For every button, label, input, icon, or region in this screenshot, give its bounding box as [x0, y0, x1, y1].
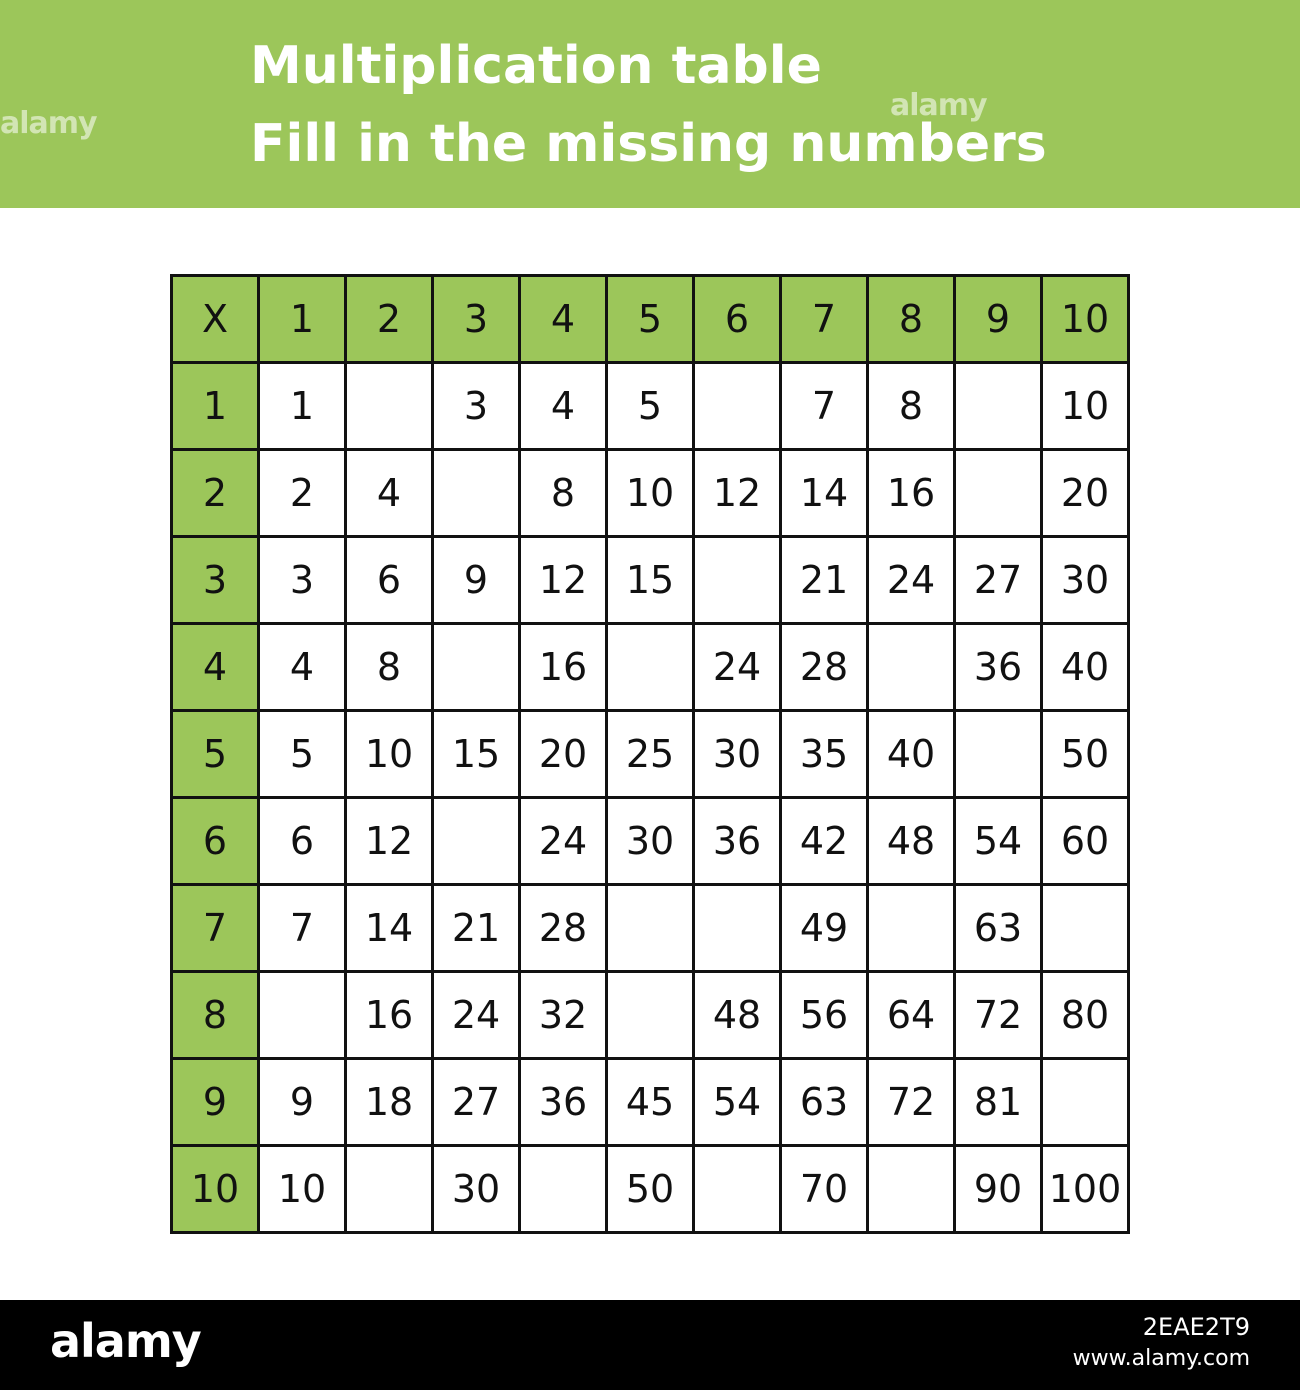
product-cell: 24: [694, 624, 781, 711]
product-cell: 80: [1042, 972, 1129, 1059]
product-cell: 30: [607, 798, 694, 885]
product-cell: 15: [607, 537, 694, 624]
product-cell: 12: [520, 537, 607, 624]
column-header: 6: [694, 276, 781, 363]
product-cell: 54: [955, 798, 1042, 885]
blank-answer-cell: [433, 450, 520, 537]
table-row: [172, 972, 1129, 1059]
product-cell: 72: [868, 1059, 955, 1146]
product-cell: 36: [694, 798, 781, 885]
product-cell: 30: [433, 1146, 520, 1233]
footer-bar: [0, 1300, 1300, 1390]
product-cell: 32: [520, 972, 607, 1059]
table-row: [172, 798, 1129, 885]
blank-answer-cell: [1042, 885, 1129, 972]
product-cell: 40: [868, 711, 955, 798]
product-cell: 3: [259, 537, 346, 624]
product-cell: 49: [781, 885, 868, 972]
blank-answer-cell: [433, 624, 520, 711]
blank-answer-cell: [868, 1146, 955, 1233]
product-cell: 10: [607, 450, 694, 537]
column-header: 7: [781, 276, 868, 363]
product-cell: 40: [1042, 624, 1129, 711]
footer-meta: [1073, 1310, 1250, 1374]
product-cell: 28: [520, 885, 607, 972]
product-cell: 16: [520, 624, 607, 711]
product-cell: 24: [433, 972, 520, 1059]
product-cell: 16: [868, 450, 955, 537]
title-line-2: Fill in the missing numbers: [250, 114, 1047, 174]
product-cell: 1: [259, 363, 346, 450]
row-header: 10: [172, 1146, 259, 1233]
column-header: 1: [259, 276, 346, 363]
product-cell: 15: [433, 711, 520, 798]
blank-answer-cell: [1042, 1059, 1129, 1146]
header-band: [0, 0, 1300, 208]
column-header: 2: [346, 276, 433, 363]
row-header: 3: [172, 537, 259, 624]
blank-answer-cell: [694, 537, 781, 624]
product-cell: 60: [1042, 798, 1129, 885]
column-header: 8: [868, 276, 955, 363]
product-cell: 10: [1042, 363, 1129, 450]
blank-answer-cell: [694, 1146, 781, 1233]
product-cell: 20: [520, 711, 607, 798]
blank-answer-cell: [607, 885, 694, 972]
product-cell: 7: [259, 885, 346, 972]
product-cell: 25: [607, 711, 694, 798]
column-header: 5: [607, 276, 694, 363]
multiplication-table: [170, 274, 1130, 1234]
product-cell: 64: [868, 972, 955, 1059]
row-header: 7: [172, 885, 259, 972]
row-header: 6: [172, 798, 259, 885]
blank-answer-cell: [346, 363, 433, 450]
row-header: 1: [172, 363, 259, 450]
table-row: [172, 450, 1129, 537]
product-cell: 100: [1042, 1146, 1129, 1233]
column-header: 3: [433, 276, 520, 363]
product-cell: 90: [955, 1146, 1042, 1233]
blank-answer-cell: [520, 1146, 607, 1233]
blank-answer-cell: [607, 624, 694, 711]
blank-answer-cell: [868, 624, 955, 711]
multiplication-table-wrap: [170, 274, 1130, 1234]
product-cell: 9: [433, 537, 520, 624]
row-header: 5: [172, 711, 259, 798]
table-row: [172, 363, 1129, 450]
product-cell: 12: [694, 450, 781, 537]
product-cell: 36: [520, 1059, 607, 1146]
product-cell: 30: [1042, 537, 1129, 624]
watermark-center: alamy: [890, 88, 987, 123]
product-cell: 6: [259, 798, 346, 885]
watermark-left: alamy: [0, 106, 97, 141]
table-row: [172, 711, 1129, 798]
product-cell: 45: [607, 1059, 694, 1146]
product-cell: 63: [955, 885, 1042, 972]
product-cell: 56: [781, 972, 868, 1059]
product-cell: 16: [346, 972, 433, 1059]
row-header: 2: [172, 450, 259, 537]
column-header: 4: [520, 276, 607, 363]
table-row: [172, 1146, 1129, 1233]
column-header: 10: [1042, 276, 1129, 363]
product-cell: 24: [520, 798, 607, 885]
product-cell: 7: [781, 363, 868, 450]
product-cell: 27: [433, 1059, 520, 1146]
blank-answer-cell: [955, 711, 1042, 798]
product-cell: 10: [259, 1146, 346, 1233]
table-row: [172, 885, 1129, 972]
product-cell: 35: [781, 711, 868, 798]
column-header: 9: [955, 276, 1042, 363]
blank-answer-cell: [259, 972, 346, 1059]
row-header: 8: [172, 972, 259, 1059]
product-cell: 54: [694, 1059, 781, 1146]
product-cell: 8: [520, 450, 607, 537]
blank-answer-cell: [433, 798, 520, 885]
product-cell: 48: [868, 798, 955, 885]
image-code: 2EAE2T9: [1142, 1313, 1250, 1341]
site-url: www.alamy.com: [1072, 1346, 1250, 1371]
blank-answer-cell: [955, 363, 1042, 450]
product-cell: 21: [433, 885, 520, 972]
product-cell: 6: [346, 537, 433, 624]
product-cell: 30: [694, 711, 781, 798]
product-cell: 12: [346, 798, 433, 885]
product-cell: 18: [346, 1059, 433, 1146]
product-cell: 20: [1042, 450, 1129, 537]
product-cell: 2: [259, 450, 346, 537]
blank-answer-cell: [607, 972, 694, 1059]
product-cell: 28: [781, 624, 868, 711]
product-cell: 72: [955, 972, 1042, 1059]
table-row: [172, 1059, 1129, 1146]
row-header: 9: [172, 1059, 259, 1146]
product-cell: 4: [259, 624, 346, 711]
corner-cell: X: [172, 276, 259, 363]
table-row: [172, 624, 1129, 711]
product-cell: 10: [346, 711, 433, 798]
row-header: 4: [172, 624, 259, 711]
product-cell: 14: [346, 885, 433, 972]
product-cell: 9: [259, 1059, 346, 1146]
product-cell: 21: [781, 537, 868, 624]
product-cell: 3: [433, 363, 520, 450]
product-cell: 27: [955, 537, 1042, 624]
product-cell: 14: [781, 450, 868, 537]
product-cell: 50: [607, 1146, 694, 1233]
product-cell: 63: [781, 1059, 868, 1146]
table-header-row: [172, 276, 1129, 363]
product-cell: 8: [868, 363, 955, 450]
blank-answer-cell: [694, 363, 781, 450]
title-line-1: Multiplication table: [250, 36, 822, 96]
product-cell: 50: [1042, 711, 1129, 798]
product-cell: 81: [955, 1059, 1042, 1146]
blank-answer-cell: [868, 885, 955, 972]
alamy-logo: alamy: [50, 1314, 201, 1368]
blank-answer-cell: [694, 885, 781, 972]
table-row: [172, 537, 1129, 624]
product-cell: 5: [607, 363, 694, 450]
product-cell: 24: [868, 537, 955, 624]
product-cell: 48: [694, 972, 781, 1059]
product-cell: 36: [955, 624, 1042, 711]
product-cell: 4: [346, 450, 433, 537]
product-cell: 4: [520, 363, 607, 450]
product-cell: 8: [346, 624, 433, 711]
blank-answer-cell: [955, 450, 1042, 537]
product-cell: 5: [259, 711, 346, 798]
product-cell: 70: [781, 1146, 868, 1233]
product-cell: 42: [781, 798, 868, 885]
blank-answer-cell: [346, 1146, 433, 1233]
